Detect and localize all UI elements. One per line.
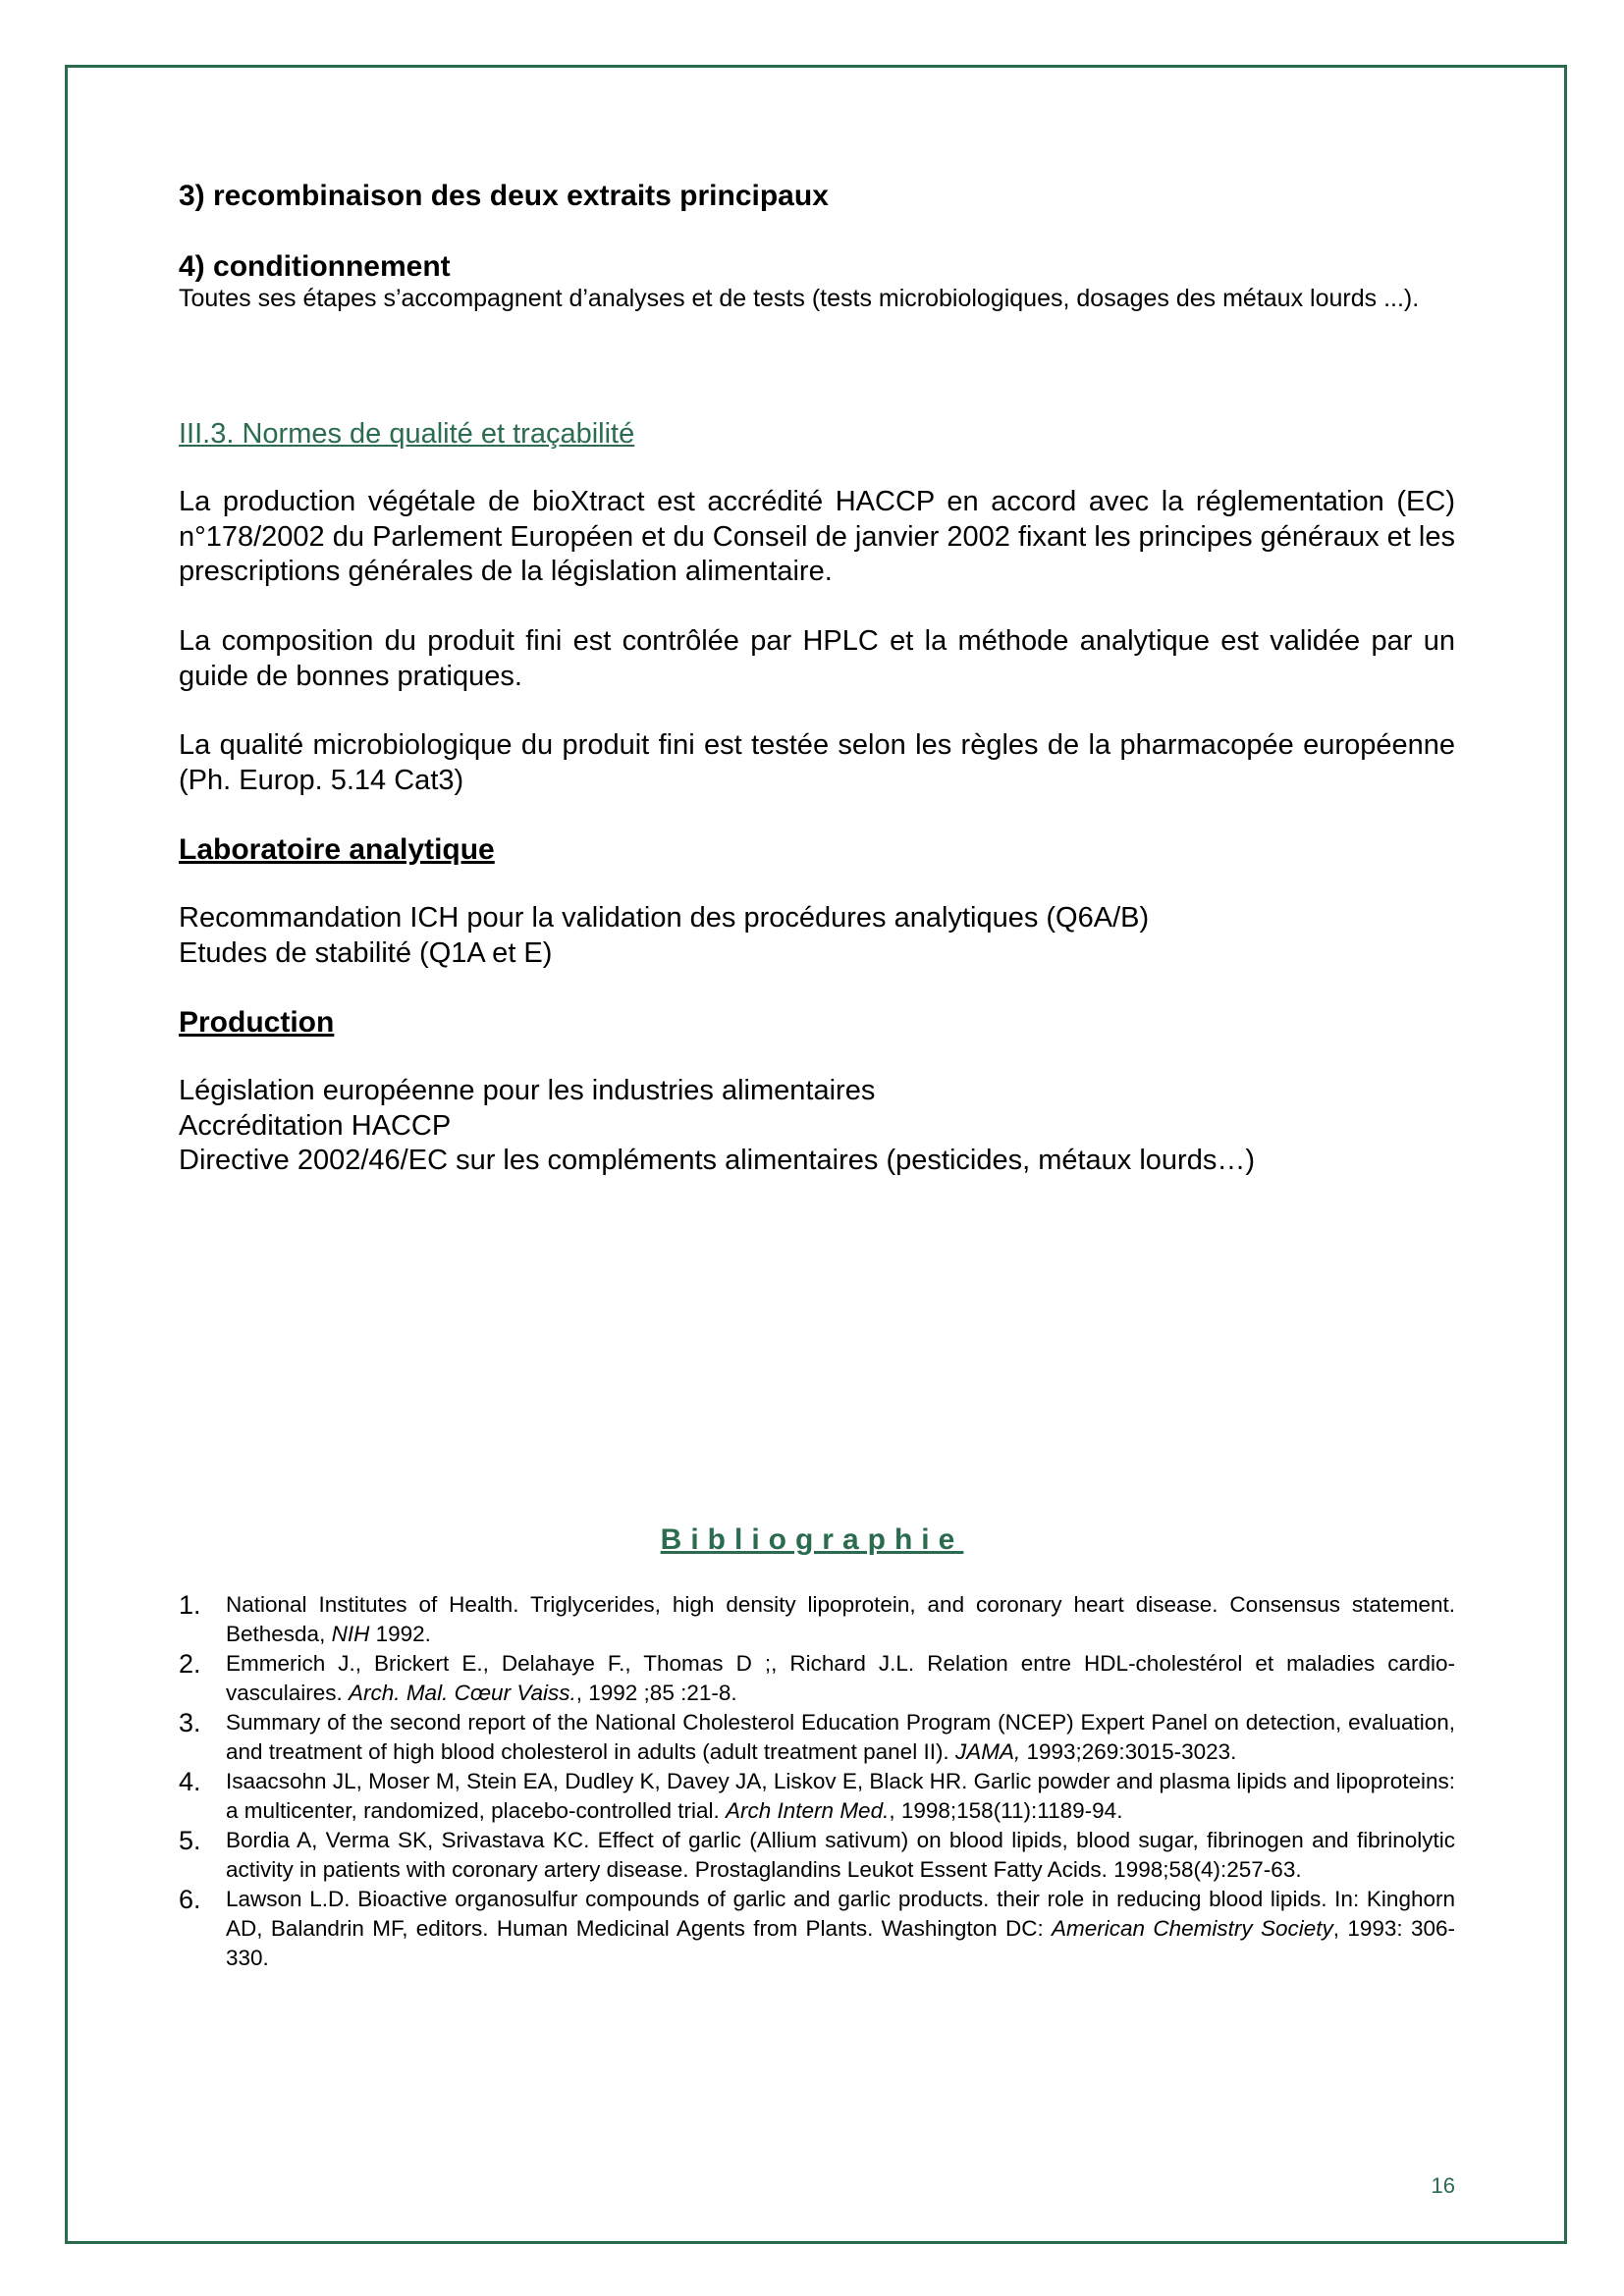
reference-italic: American Chemistry Society [1052, 1916, 1333, 1941]
reference-text: Isaacsohn JL, Moser M, Stein EA, Dudley K, Davey JA, Liskov E, Black HR. Garlic powder and plasma lipids and lipoproteins: a multicenter, randomized, placebo-controlled trial. [226, 1769, 1455, 1823]
reference-italic: Arch. Mal. Cœur Vaiss. [349, 1681, 576, 1705]
production-line: Législation européenne pour les industries alimentaires [179, 1075, 876, 1106]
reference-italic: NIH [331, 1622, 370, 1646]
reference-list [179, 1590, 1455, 1973]
reference-item [179, 1885, 1455, 1973]
reference-item [179, 1708, 1455, 1767]
reference-tail: 1992. [369, 1622, 431, 1646]
step-3: 3) recombinaison des deux extraits principaux [179, 180, 829, 212]
reference-item [179, 1767, 1455, 1826]
reference-number: 3. [179, 1708, 201, 1737]
reference-tail: 1993;269:3015-3023. [1020, 1739, 1237, 1764]
reference-italic: Arch Intern Med. [726, 1798, 890, 1823]
reference-tail: , 1992 ;85 :21-8. [575, 1681, 737, 1705]
reference-item [179, 1590, 1455, 1649]
step-4-text: Toutes ses étapes s’accompagnent d’analyses et de tests (tests microbiologiques, dosages des métaux lourds ...). [179, 285, 1420, 312]
bibliography-title: Bibliographie [660, 1523, 964, 1556]
page-number: 16 [1431, 2173, 1455, 2198]
reference-text: Lawson L.D. Bioactive organosulfur compounds of garlic and garlic products. their role in reducing blood lipids. In: Kinghorn AD, Balandrin MF, editors. Human Medicinal Agents from Plants. Washington DC: [226, 1887, 1455, 1941]
reference-text: Summary of the second report of the National Cholesterol Education Program (NCEP) Expert Panel on detection, evaluation, and treatment of high blood cholesterol in adults (adult treatment panel II). [226, 1710, 1455, 1764]
reference-tail: , 1993: 306-330. [226, 1916, 1455, 1970]
paragraph-microbio: La qualité microbiologique du produit fini est testée selon les règles de la pharmacopée européenne (Ph. Europ. 5.14 Cat3) [179, 729, 1455, 796]
production-line: Directive 2002/46/EC sur les compléments alimentaires (pesticides, métaux lourds…) [179, 1145, 1255, 1176]
production-line: Accréditation HACCP [179, 1109, 452, 1142]
reference-text: National Institutes of Health. Triglycerides, high density lipoprotein, and coronary heart disease. Consensus statement. Bethesda, [226, 1592, 1455, 1646]
reference-item [179, 1826, 1455, 1885]
reference-italic: JAMA, [954, 1739, 1021, 1764]
reference-number: 1. [179, 1590, 201, 1620]
step-4: 4) conditionnement [179, 250, 451, 283]
lab-line: Recommandation ICH pour la validation des procédures analytiques (Q6A/B) [179, 902, 1150, 934]
reference-text: Emmerich J., Brickert E., Delahaye F., Thomas D ;, Richard J.L. Relation entre HDL-cholestérol et maladies cardio-vasculaires. [226, 1651, 1455, 1705]
lab-line: Etudes de stabilité (Q1A et E) [179, 936, 553, 969]
paragraph-hplc: La composition du produit fini est contrôlée par HPLC et la méthode analytique est validée par un guide de bonnes pratiques. [179, 625, 1455, 692]
reference-text: Bordia A, Verma SK, Srivastava KC. Effect of garlic (Allium sativum) on blood lipids, blood sugar, fibrinogen and fibrinolytic activity in patients with coronary artery disease. Prostaglandins Leukot Essent Fatty Acids. 1998;58(4):257-63. [226, 1828, 1455, 1882]
reference-number: 6. [179, 1885, 201, 1914]
section-title: III.3. Normes de qualité et traçabilité [179, 418, 635, 450]
lab-heading: Laboratoire analytique [179, 833, 495, 866]
lab-lines [179, 901, 1455, 971]
reference-number: 2. [179, 1649, 201, 1679]
reference-number: 5. [179, 1826, 201, 1855]
paragraph-haccp: La production végétale de bioXtract est accrédité HACCP en accord avec la réglementation (EC) n°178/2002 du Parlement Européen et du Conseil de janvier 2002 fixant les principes généraux et les prescriptions générales de la législation alimentaire. [179, 486, 1455, 587]
reference-item [179, 1649, 1455, 1708]
production-heading: Production [179, 1006, 335, 1039]
production-lines [179, 1074, 1455, 1179]
reference-number: 4. [179, 1767, 201, 1796]
reference-tail: , 1998;158(11):1189-94. [889, 1798, 1123, 1823]
